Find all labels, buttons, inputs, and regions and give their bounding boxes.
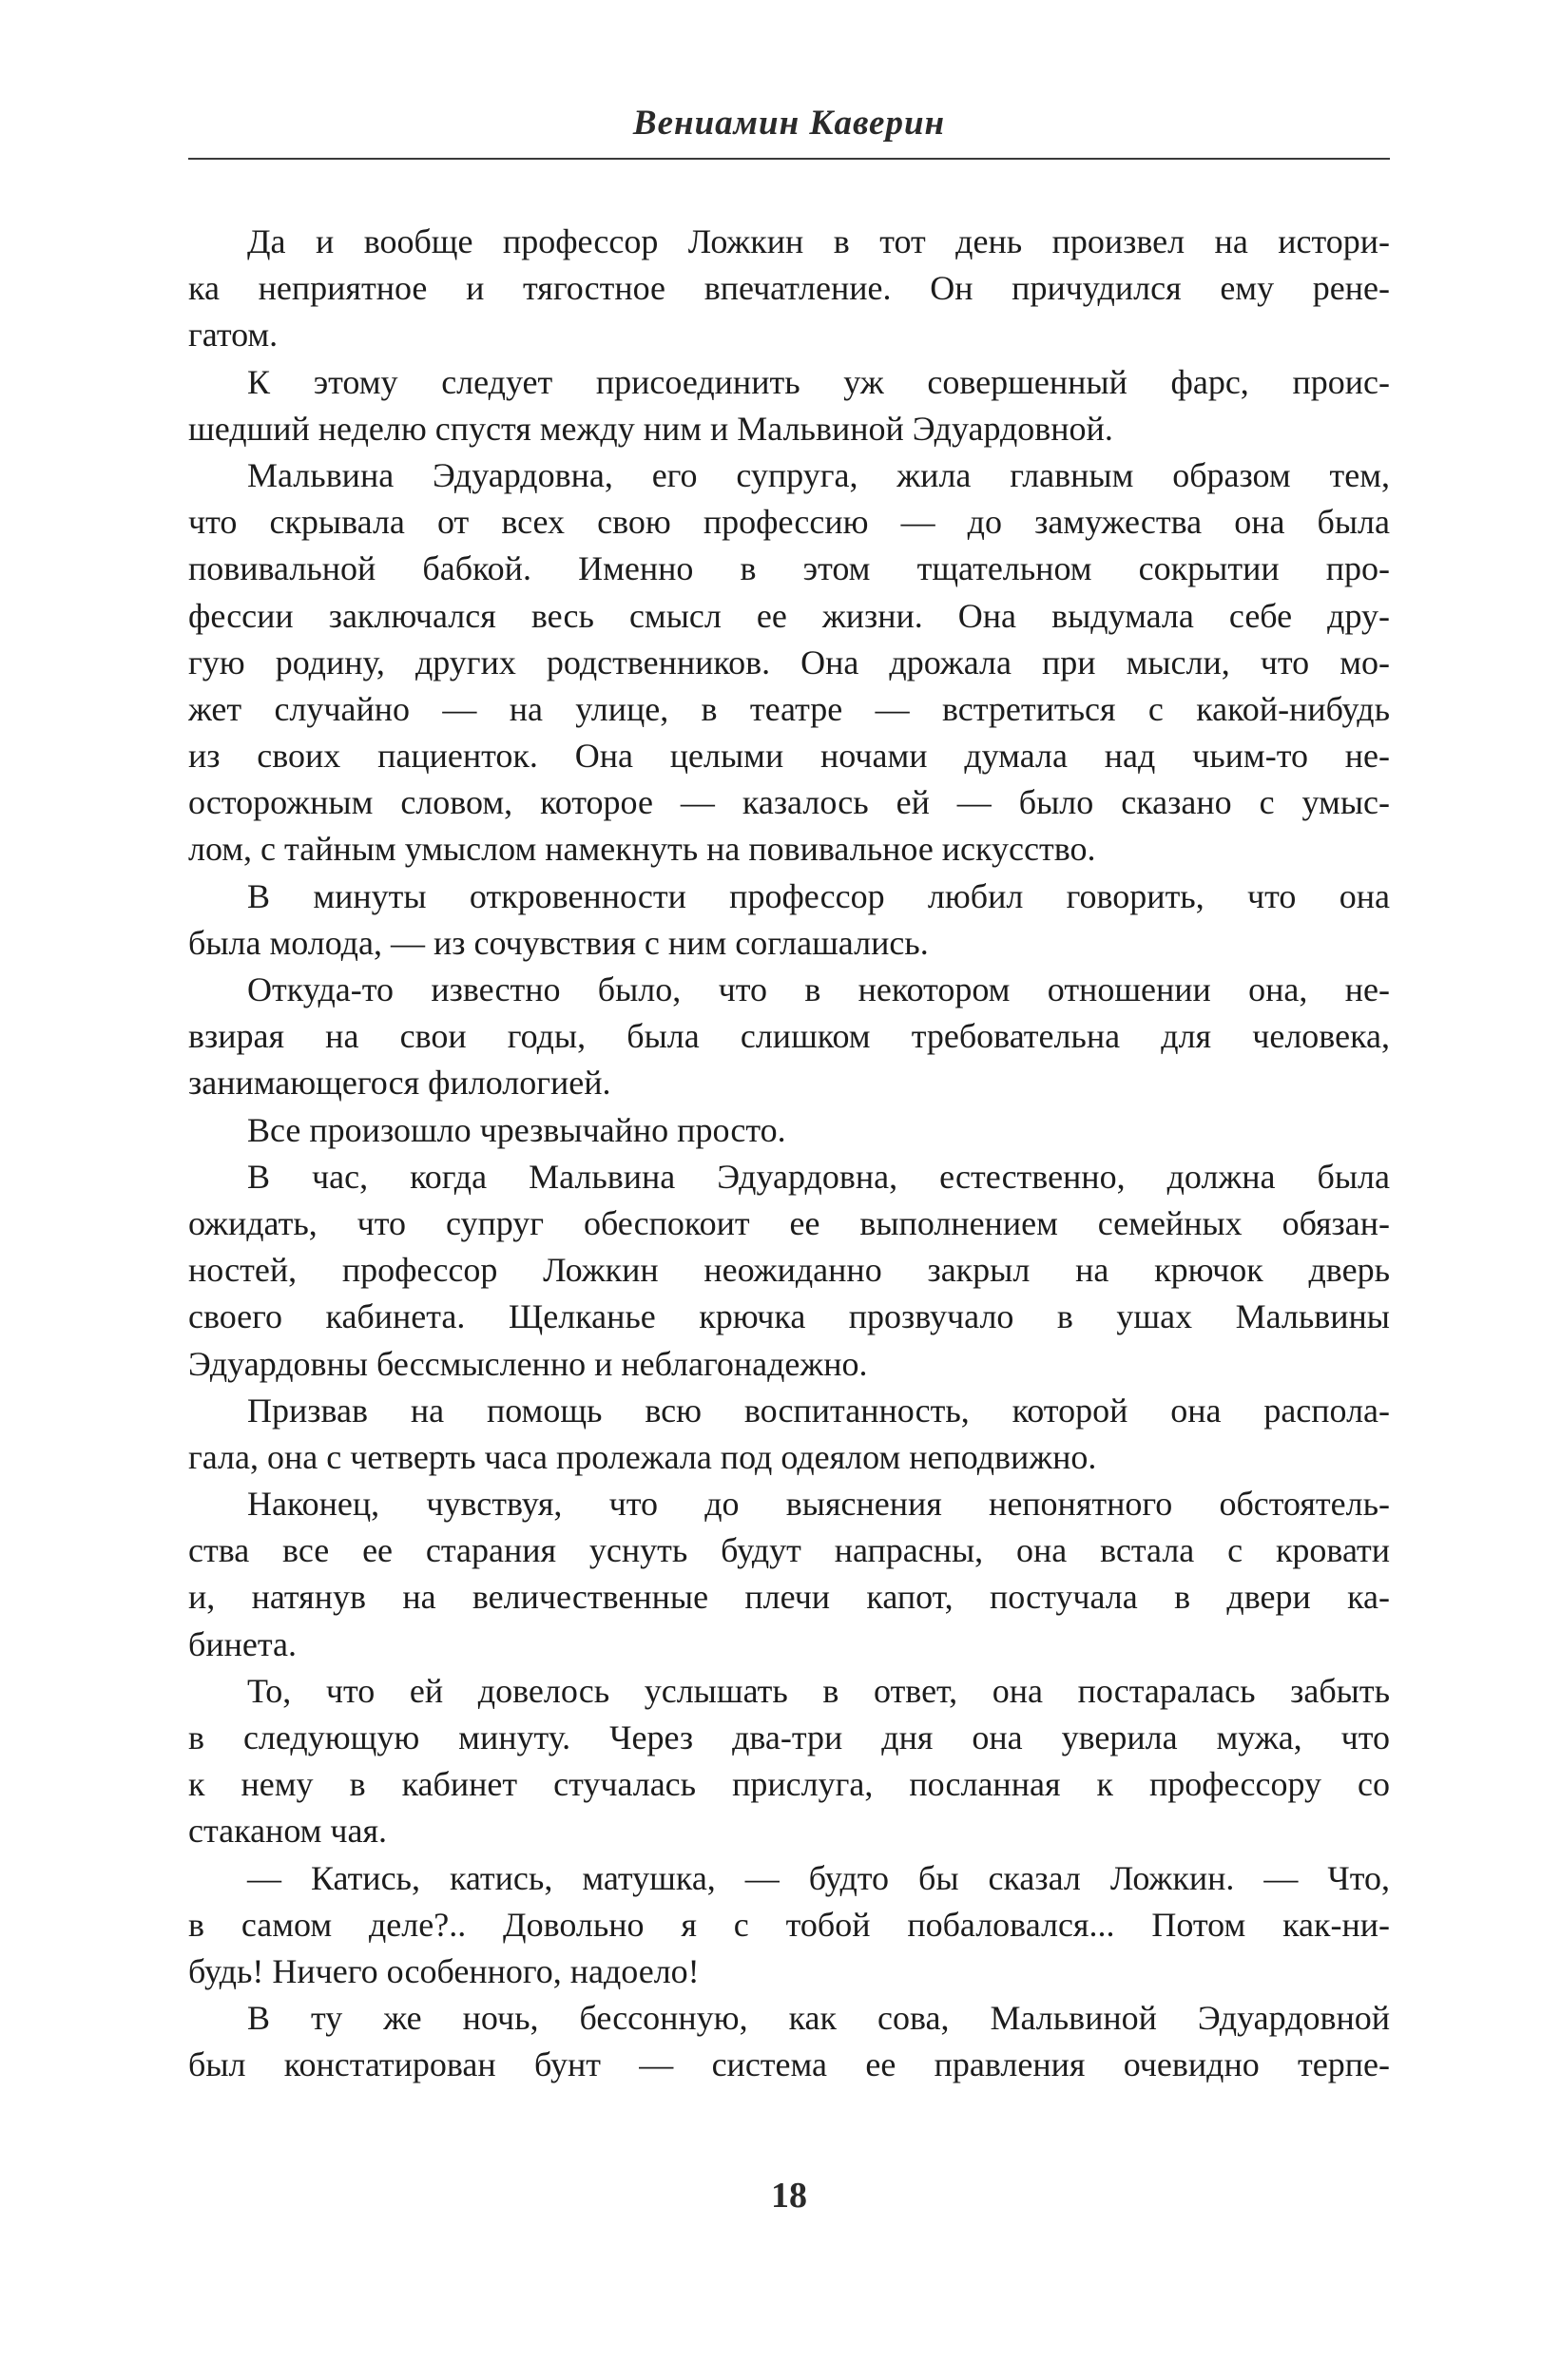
text-line: Призвав на помощь всю воспитанность, которой она распола- <box>247 1391 1390 1430</box>
text-line: фессии заключался весь смысл ее жизни. Она выдумала себе дру- <box>188 596 1390 635</box>
text-line: из своих пациенток. Она целыми ночами думала над чьим-то не- <box>188 737 1390 776</box>
text-line: К этому следует присоединить уж совершенный фарс, проис- <box>247 362 1390 401</box>
text-line: была молода, — из сочувствия с ним соглашались. <box>188 923 929 962</box>
text-line: в следующую минуту. Через два-три дня она уверила мужа, что <box>188 1718 1390 1756</box>
text-line: будь! Ничего особенного, надоело! <box>188 1951 700 1990</box>
text-line: стаканом чая. <box>188 1812 388 1851</box>
text-line: Наконец, чувствуя, что до выяснения непонятного обстоятель- <box>247 1485 1390 1524</box>
text-line: повивальной бабкой. Именно в этом тщательном сокрытии про- <box>188 549 1390 588</box>
text-line: в самом деле?.. Довольно я с тобой побаловался... Потом как-ни- <box>188 1905 1390 1944</box>
text-line: к нему в кабинет стучалась прислуга, посланная к профессору со <box>188 1765 1390 1804</box>
page-number: 18 <box>771 2176 807 2216</box>
text-line: В ту же ночь, бессонную, как сова, Мальвиной Эдуардовной <box>247 1999 1390 2038</box>
text-line: ностей, профессор Ложкин неожиданно закрыл на крючок дверь <box>188 1251 1390 1290</box>
text-line: бинета. <box>188 1624 297 1663</box>
text-line: шедший неделю спустя между ним и Мальвиной Эдуардовной. <box>188 409 1113 448</box>
text-line: гую родину, других родственников. Она дрожала при мысли, что мо- <box>188 643 1390 681</box>
text-line: и, натянув на величественные плечи капот, постучала в двери ка- <box>188 1578 1390 1617</box>
text-line: лом, с тайным умыслом намекнуть на повивальное искусство. <box>188 830 1096 869</box>
running-title: Вениамин Каверин <box>632 104 946 143</box>
text-line: Эдуардовны бессмысленно и неблагонадежно. <box>188 1344 868 1383</box>
text-line: — Катись, катись, матушка, — будто бы сказал Ложкин. — Что, <box>247 1858 1390 1897</box>
text-line: Откуда-то известно было, что в некотором отношении она, не- <box>247 970 1390 1008</box>
text-line: был констатирован бунт — система ее правления очевидно терпе- <box>188 2045 1390 2084</box>
text-line: гатом. <box>188 316 279 355</box>
text-line: ства все ее старания уснуть будут напрасны, она встала с кровати <box>188 1531 1390 1570</box>
text-line: взирая на свои годы, была слишком требовательна для человека, <box>188 1017 1390 1056</box>
text-line: гала, она с четверть часа пролежала под одеялом неподвижно. <box>188 1437 1097 1476</box>
text-line: То, что ей довелось услышать в ответ, она постаралась забыть <box>247 1671 1390 1710</box>
text-line: ожидать, что супруг обеспокоит ее выполнением семейных обязан- <box>188 1203 1390 1242</box>
text-line: что скрывала от всех свою профессию — до замужества она была <box>188 503 1390 542</box>
header-rule <box>188 158 1390 160</box>
body-text <box>188 219 1390 2089</box>
text-line: занимающегося филологией. <box>188 1064 611 1103</box>
text-line: Все произошло чрезвычайно просто. <box>247 1110 786 1149</box>
text-line: Мальвина Эдуардовна, его супруга, жила главным образом тем, <box>247 455 1390 494</box>
book-page <box>188 95 1390 2310</box>
text-line: В час, когда Мальвина Эдуардовна, естественно, должна была <box>247 1157 1390 1196</box>
text-line: осторожным словом, которое — казалось ей — было сказано с умыс- <box>188 783 1390 822</box>
text-line: ка неприятное и тягостное впечатление. Он причудился ему рене- <box>188 269 1390 308</box>
text-line: В минуты откровенности профессор любил говорить, что она <box>247 876 1390 915</box>
text-line: своего кабинета. Щелканье крючка прозвучало в ушах Мальвины <box>188 1297 1390 1336</box>
text-line: Да и вообще профессор Ложкин в тот день произвел на истори- <box>247 222 1390 260</box>
text-line: жет случайно — на улице, в театре — встретиться с какой-нибудь <box>188 689 1390 728</box>
